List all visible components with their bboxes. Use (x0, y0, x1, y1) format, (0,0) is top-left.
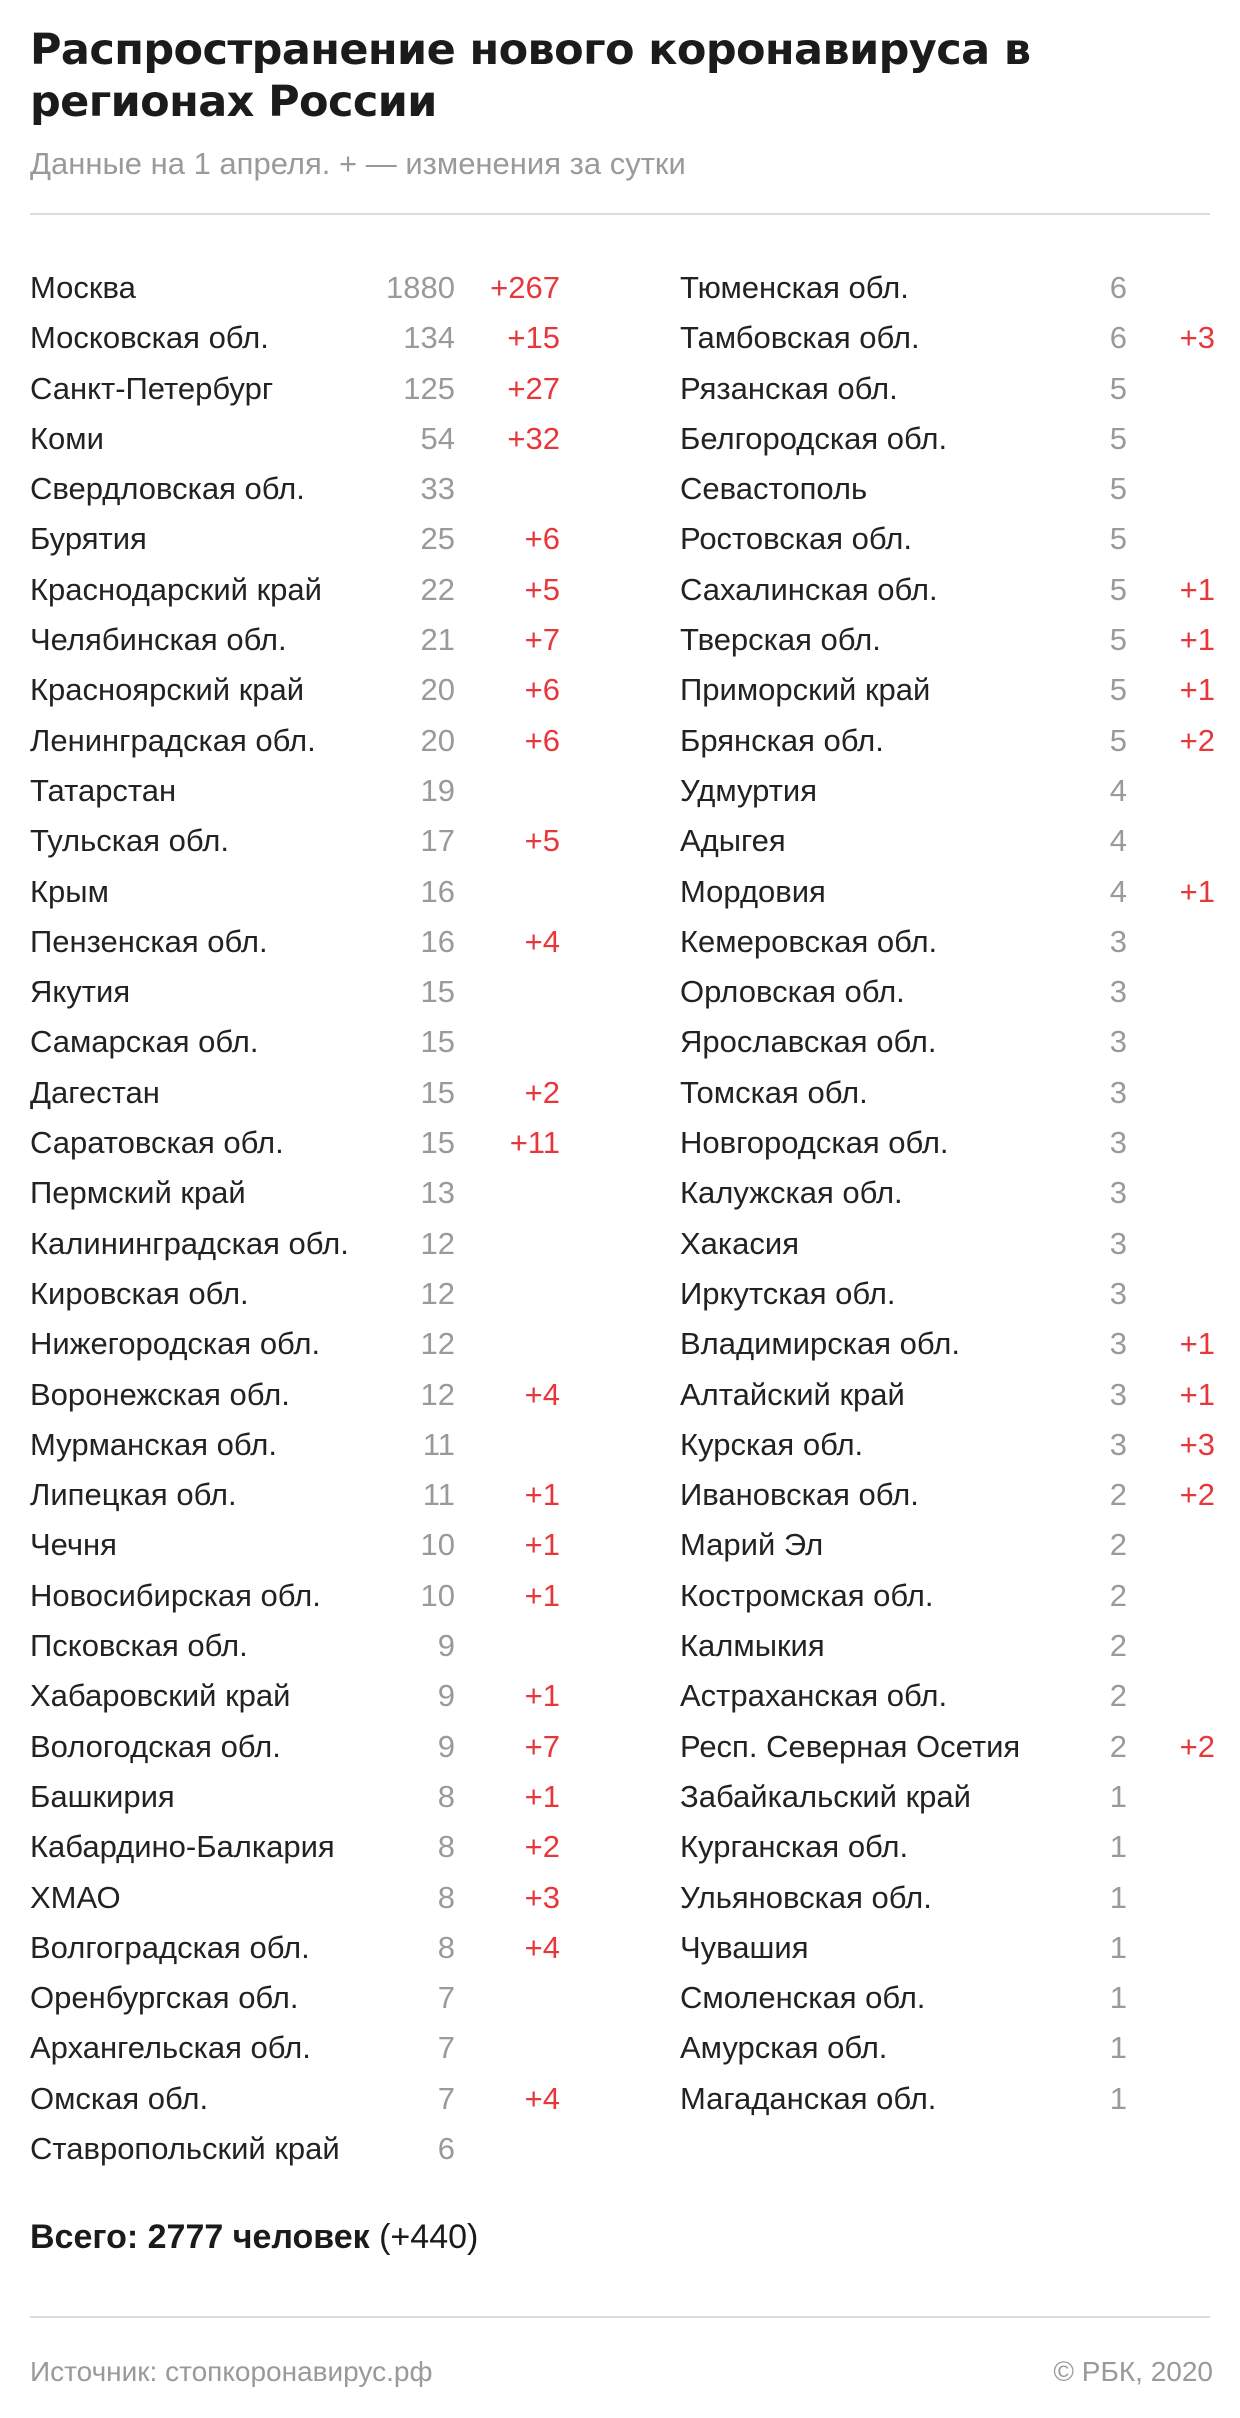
region-name: Омская обл. (30, 2080, 209, 2116)
region-delta: +4 (524, 1376, 560, 1412)
region-row (30, 1017, 560, 1067)
region-name: Крым (30, 873, 109, 909)
region-count: 1 (1109, 2080, 1127, 2116)
region-name: Самарская обл. (30, 1024, 259, 1060)
region-name: Вологодская обл. (30, 1728, 281, 1764)
region-name: Санкт-Петербург (30, 370, 274, 406)
region-name: Чечня (30, 1527, 117, 1563)
region-name: Краснодарский край (30, 571, 322, 607)
region-count: 16 (420, 923, 455, 959)
region-delta: +1 (524, 1678, 560, 1714)
region-delta: +1 (1179, 571, 1215, 607)
region-row (680, 1571, 1215, 1621)
region-name: Калининградская обл. (30, 1225, 349, 1261)
region-row (30, 1520, 560, 1570)
region-name: Мурманская обл. (30, 1426, 277, 1462)
region-row (680, 464, 1215, 514)
region-name: Иркутская обл. (680, 1275, 896, 1311)
region-count: 12 (420, 1275, 455, 1311)
region-row (30, 716, 560, 766)
region-name: Марий Эл (680, 1527, 824, 1563)
region-name: Волгоградская обл. (30, 1929, 310, 1965)
region-count: 13 (420, 1175, 455, 1211)
region-name: Орловская обл. (680, 974, 905, 1010)
region-row (30, 1370, 560, 1420)
region-count: 6 (1109, 270, 1127, 305)
region-count: 6 (1109, 320, 1127, 356)
region-name: Белгородская обл. (680, 420, 948, 456)
region-row (30, 1873, 560, 1923)
region-row (680, 2074, 1215, 2124)
region-delta: +1 (524, 1778, 560, 1814)
region-row (680, 1420, 1215, 1470)
region-count: 12 (420, 1376, 455, 1412)
region-name: Саратовская обл. (30, 1125, 284, 1161)
region-count: 9 (437, 1728, 455, 1764)
region-count: 125 (403, 370, 455, 406)
region-name: Оренбургская обл. (30, 1980, 299, 2016)
region-name: Новгородская обл. (680, 1125, 949, 1161)
region-name: Пермский край (30, 1175, 246, 1211)
region-row (30, 2023, 560, 2073)
region-count: 15 (420, 974, 455, 1010)
region-count: 134 (403, 320, 455, 356)
region-name: Магаданская обл. (680, 2080, 937, 2116)
region-name: Псковская обл. (30, 1628, 248, 1664)
total-line (30, 2215, 478, 2259)
region-name: Новосибирская обл. (30, 1577, 321, 1613)
region-name: Чувашия (680, 1929, 809, 1965)
region-name: Удмуртия (680, 772, 818, 808)
region-name: Челябинская обл. (30, 622, 287, 658)
region-delta: +2 (1179, 1477, 1215, 1513)
region-row (30, 414, 560, 464)
region-row (680, 1873, 1215, 1923)
region-count: 9 (437, 1678, 455, 1714)
region-name: Московская обл. (30, 320, 269, 356)
region-count: 10 (420, 1527, 455, 1563)
region-delta: +4 (524, 923, 560, 959)
region-row (680, 1319, 1215, 1369)
region-count: 5 (1109, 521, 1127, 557)
region-count: 3 (1109, 1275, 1127, 1311)
region-name: Коми (30, 420, 104, 456)
region-row (680, 2023, 1215, 2073)
region-count: 3 (1109, 1074, 1127, 1110)
region-row (680, 766, 1215, 816)
region-count: 11 (422, 1426, 455, 1462)
region-count: 1 (1109, 1929, 1127, 1965)
region-delta: +3 (1179, 1426, 1215, 1462)
region-count: 15 (420, 1024, 455, 1060)
region-row (680, 1269, 1215, 1319)
region-name: Ленинградская обл. (30, 722, 316, 758)
region-name: Ставропольский край (30, 2130, 340, 2166)
region-count: 2 (1109, 1678, 1127, 1714)
top-divider (30, 213, 1210, 215)
region-row (30, 1923, 560, 1973)
region-name: Башкирия (30, 1778, 175, 1814)
region-row (680, 1923, 1215, 1973)
region-name: Татарстан (30, 772, 177, 808)
region-row (30, 967, 560, 1017)
region-row (30, 1671, 560, 1721)
region-delta: +1 (1179, 873, 1215, 909)
region-count: 5 (1109, 370, 1127, 406)
region-name: Калмыкия (680, 1628, 825, 1664)
region-count: 9 (437, 1628, 455, 1664)
region-count: 3 (1109, 1326, 1127, 1362)
region-row (30, 1772, 560, 1822)
region-name: Рязанская обл. (680, 370, 898, 406)
region-name: Тверская обл. (680, 622, 881, 658)
region-row (680, 1822, 1215, 1872)
bottom-divider (30, 2316, 1210, 2318)
region-row (680, 514, 1215, 564)
region-count: 7 (437, 2080, 455, 2116)
region-count: 7 (437, 2030, 455, 2066)
regions-column-right (680, 263, 1215, 2124)
region-row (680, 1671, 1215, 1721)
region-name: Забайкальский край (680, 1778, 971, 1814)
region-row (30, 464, 560, 514)
region-delta: +7 (524, 622, 560, 658)
region-name: Бурятия (30, 521, 147, 557)
region-row (680, 1068, 1215, 1118)
region-row (30, 1420, 560, 1470)
region-count: 3 (1109, 974, 1127, 1010)
region-count: 33 (420, 471, 455, 507)
region-count: 1880 (386, 270, 455, 305)
region-name: Владимирская обл. (680, 1326, 960, 1362)
region-delta: +1 (524, 1477, 560, 1513)
region-row (30, 364, 560, 414)
region-count: 3 (1109, 1376, 1127, 1412)
region-row (680, 1470, 1215, 1520)
region-count: 5 (1109, 672, 1127, 708)
region-count: 1 (1109, 2030, 1127, 2066)
region-row (30, 665, 560, 715)
region-count: 5 (1109, 471, 1127, 507)
region-count: 22 (420, 571, 455, 607)
region-row (680, 1370, 1215, 1420)
region-row (680, 1621, 1215, 1671)
region-delta: +6 (524, 722, 560, 758)
region-name: Тамбовская обл. (680, 320, 920, 356)
region-row (680, 1722, 1215, 1772)
region-delta: +3 (1179, 320, 1215, 356)
region-count: 2 (1109, 1527, 1127, 1563)
region-row (680, 313, 1215, 363)
region-row (30, 766, 560, 816)
region-name: Ярославская обл. (680, 1024, 937, 1060)
region-delta: +1 (1179, 622, 1215, 658)
region-row (680, 1168, 1215, 1218)
region-row (30, 1219, 560, 1269)
region-row (30, 514, 560, 564)
region-delta: +2 (1179, 1728, 1215, 1764)
region-delta: +4 (524, 1929, 560, 1965)
region-row (680, 665, 1215, 715)
region-row (30, 1722, 560, 1772)
region-row (680, 917, 1215, 967)
source-note: Источник: стопкоронавирус.рф (30, 2356, 433, 2387)
region-name: Курганская обл. (680, 1829, 909, 1865)
region-count: 25 (420, 521, 455, 557)
region-name: Якутия (30, 974, 131, 1010)
region-name: Адыгея (680, 823, 786, 859)
region-count: 19 (420, 772, 455, 808)
region-delta: +2 (524, 1074, 560, 1110)
region-row (30, 615, 560, 665)
region-count: 7 (437, 1980, 455, 2016)
region-count: 12 (420, 1326, 455, 1362)
region-name: Калужская обл. (680, 1175, 903, 1211)
region-row (30, 867, 560, 917)
region-count: 4 (1109, 823, 1127, 859)
region-row (30, 1973, 560, 2023)
region-row (680, 816, 1215, 866)
region-row (680, 1520, 1215, 1570)
region-row (680, 1118, 1215, 1168)
region-count: 4 (1109, 772, 1127, 808)
total-label: Всего: 2777 человек (30, 2218, 370, 2256)
region-name: Липецкая обл. (30, 1477, 237, 1513)
region-count: 8 (437, 1929, 455, 1965)
region-row (30, 1269, 560, 1319)
region-name: Астраханская обл. (680, 1678, 948, 1714)
region-name: Дагестан (30, 1074, 160, 1110)
region-row (680, 615, 1215, 665)
region-name: Кировская обл. (30, 1275, 249, 1311)
region-count: 8 (437, 1829, 455, 1865)
region-delta: +15 (507, 320, 560, 356)
region-count: 2 (1109, 1628, 1127, 1664)
region-delta: +2 (1179, 722, 1215, 758)
region-row (680, 1772, 1215, 1822)
region-row (680, 1973, 1215, 2023)
region-name: Ульяновская обл. (680, 1879, 932, 1915)
region-name: Кабардино-Балкария (30, 1829, 335, 1865)
region-row (680, 263, 1215, 313)
region-count: 2 (1109, 1577, 1127, 1613)
region-name: Приморский край (680, 672, 931, 708)
region-delta: +11 (509, 1125, 560, 1161)
region-row (30, 1168, 560, 1218)
region-row (30, 263, 560, 313)
region-row (30, 917, 560, 967)
region-row (30, 1118, 560, 1168)
region-count: 12 (420, 1225, 455, 1261)
region-count: 3 (1109, 1225, 1127, 1261)
region-count: 5 (1109, 571, 1127, 607)
region-count: 1 (1109, 1778, 1127, 1814)
region-delta: +1 (524, 1527, 560, 1563)
region-name: Тульская обл. (30, 823, 229, 859)
region-row (30, 1621, 560, 1671)
region-name: Пензенская обл. (30, 923, 268, 959)
region-count: 1 (1109, 1829, 1127, 1865)
region-count: 3 (1109, 923, 1127, 959)
region-name: Сахалинская обл. (680, 571, 938, 607)
regions-column-left (30, 263, 560, 2174)
region-count: 20 (420, 672, 455, 708)
region-delta: +5 (524, 823, 560, 859)
region-count: 3 (1109, 1125, 1127, 1161)
region-name: Воронежская обл. (30, 1376, 290, 1412)
region-name: Брянская обл. (680, 722, 884, 758)
region-delta: +6 (524, 672, 560, 708)
region-name: Ивановская обл. (680, 1477, 919, 1513)
region-row (30, 313, 560, 363)
region-name: Тюменская обл. (680, 270, 909, 305)
region-count: 2 (1109, 1477, 1127, 1513)
region-delta: +1 (1179, 672, 1215, 708)
region-name: Архангельская обл. (30, 2030, 311, 2066)
region-count: 3 (1109, 1175, 1127, 1211)
region-row (680, 1219, 1215, 1269)
region-count: 8 (437, 1778, 455, 1814)
region-delta: +5 (524, 571, 560, 607)
region-row (680, 565, 1215, 615)
region-count: 1 (1109, 1879, 1127, 1915)
region-delta: +32 (507, 420, 560, 456)
region-name: Смоленская обл. (680, 1980, 926, 2016)
region-name: Красноярский край (30, 672, 305, 708)
region-name: Алтайский край (680, 1376, 905, 1412)
copyright-note: © РБК, 2020 (1053, 2356, 1213, 2387)
region-count: 17 (420, 823, 455, 859)
region-delta: +7 (524, 1728, 560, 1764)
region-delta: +1 (1179, 1326, 1215, 1362)
region-name: Мордовия (680, 873, 826, 909)
region-name: Севастополь (680, 471, 868, 507)
region-delta: +6 (524, 521, 560, 557)
region-row (30, 2124, 560, 2174)
page-title: Распространение нового коронавируса в регионах России (30, 25, 1031, 127)
region-count: 15 (420, 1074, 455, 1110)
region-row (30, 1470, 560, 1520)
region-name: ХМАО (30, 1879, 121, 1915)
region-row (680, 867, 1215, 917)
region-count: 54 (420, 420, 455, 456)
region-row (30, 1068, 560, 1118)
region-row (30, 1319, 560, 1369)
region-delta: +1 (524, 1577, 560, 1613)
region-count: 20 (420, 722, 455, 758)
region-count: 8 (437, 1879, 455, 1915)
region-count: 10 (420, 1577, 455, 1613)
region-count: 4 (1109, 873, 1127, 909)
region-row (680, 414, 1215, 464)
region-count: 5 (1109, 622, 1127, 658)
region-name: Ростовская обл. (680, 521, 912, 557)
region-count: 5 (1109, 420, 1127, 456)
region-count: 3 (1109, 1024, 1127, 1060)
region-row (30, 1822, 560, 1872)
region-delta: +27 (507, 370, 560, 406)
region-row (680, 967, 1215, 1017)
region-name: Хабаровский край (30, 1678, 291, 1714)
region-name: Томская обл. (680, 1074, 868, 1110)
region-name: Курская обл. (680, 1426, 864, 1462)
region-name: Респ. Северная Осетия (680, 1728, 1021, 1764)
region-name: Нижегородская обл. (30, 1326, 321, 1362)
region-row (30, 565, 560, 615)
region-count: 21 (420, 622, 455, 658)
page-subtitle: Данные на 1 апреля. + — изменения за сутки (30, 146, 686, 181)
region-count: 5 (1109, 722, 1127, 758)
region-delta: +1 (1179, 1376, 1215, 1412)
region-name: Костромская обл. (680, 1577, 934, 1613)
region-name: Свердловская обл. (30, 471, 305, 507)
region-count: 1 (1109, 1980, 1127, 2016)
region-count: 15 (420, 1125, 455, 1161)
region-row (30, 816, 560, 866)
region-count: 3 (1109, 1426, 1127, 1462)
region-row (680, 364, 1215, 414)
region-count: 6 (437, 2130, 455, 2166)
region-row (680, 716, 1215, 766)
region-delta: +2 (524, 1829, 560, 1865)
region-row (30, 1571, 560, 1621)
region-name: Москва (30, 270, 136, 305)
region-name: Хакасия (680, 1225, 800, 1261)
total-change: (+440) (379, 2218, 479, 2256)
region-name: Кемеровская обл. (680, 923, 938, 959)
region-count: 16 (420, 873, 455, 909)
region-delta: +267 (490, 270, 560, 305)
region-count: 2 (1109, 1728, 1127, 1764)
region-delta: +3 (524, 1879, 560, 1915)
region-name: Амурская обл. (680, 2030, 888, 2066)
region-row (680, 1017, 1215, 1067)
region-delta: +4 (524, 2080, 560, 2116)
region-count: 11 (422, 1477, 455, 1513)
region-row (30, 2074, 560, 2124)
